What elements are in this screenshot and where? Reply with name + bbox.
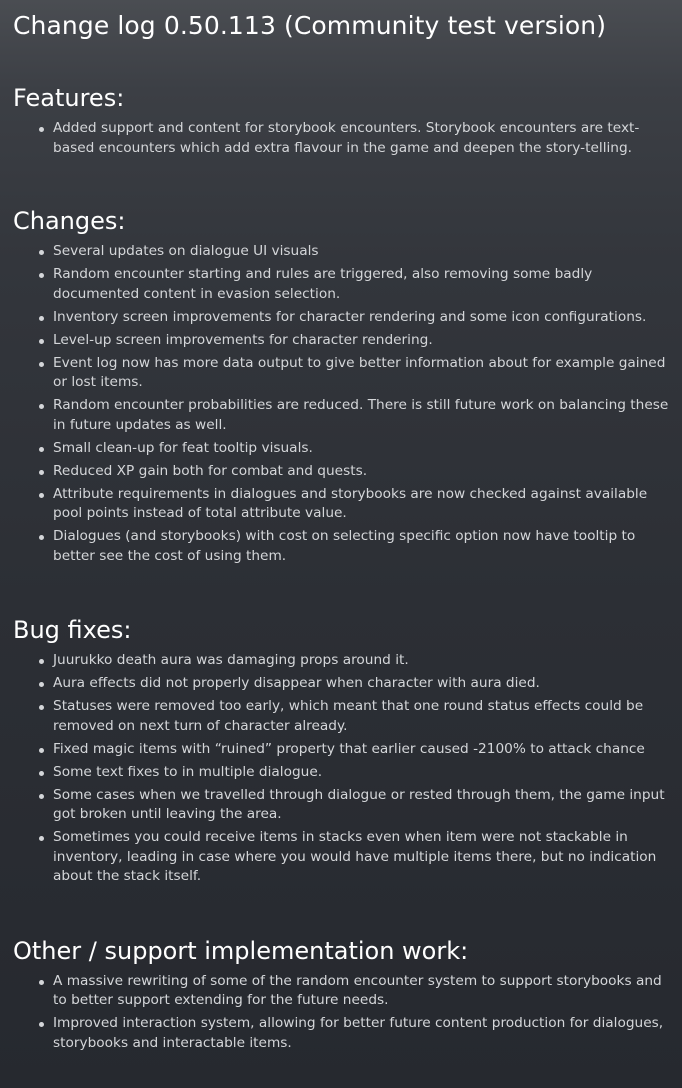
list-item: Juurukko death aura was damaging props around it. — [53, 651, 669, 671]
list-item: Statuses were removed too early, which meant that one round status effects could be removed on next turn of character already. — [53, 697, 669, 736]
other-section — [13, 936, 669, 1054]
list-item: Random encounter starting and rules are triggered, also removing some badly documented content in evasion selection. — [53, 265, 669, 304]
list-item: Fixed magic items with “ruined” property that earlier caused -2100% to attack chance — [53, 740, 669, 760]
bugfixes-heading: Bug fixes: — [13, 616, 132, 644]
changes-heading: Changes: — [13, 207, 126, 235]
list-item: Event log now has more data output to give better information about for example gained or lost items. — [53, 354, 669, 393]
list-item: Attribute requirements in dialogues and storybooks are now checked against available pool points instead of total attribute value. — [53, 485, 669, 524]
list-item: Inventory screen improvements for character rendering and some icon configurations. — [53, 308, 669, 328]
list-item: Several updates on dialogue UI visuals — [53, 242, 669, 262]
list-item: Aura effects did not properly disappear when character with aura died. — [53, 674, 669, 694]
list-item: Some cases when we travelled through dialogue or rested through them, the game input got broken until leaving the area. — [53, 786, 669, 825]
other-heading: Other / support implementation work: — [13, 936, 469, 965]
list-item: Some text fixes to in multiple dialogue. — [53, 763, 669, 783]
changes-section — [13, 206, 669, 566]
list-item: Level-up screen improvements for character rendering. — [53, 331, 669, 351]
bugfixes-list — [13, 651, 669, 887]
list-item: Sometimes you could receive items in stacks even when item were not stackable in inventory, leading in case where you would have multiple items there, but no indication about the stack itself. — [53, 828, 669, 887]
list-item: Small clean-up for feat tooltip visuals. — [53, 439, 669, 459]
list-item: A massive rewriting of some of the random encounter system to support storybooks and to better support extending for the future needs. — [53, 972, 669, 1011]
other-list — [13, 972, 669, 1054]
list-item: Dialogues (and storybooks) with cost on selecting specific option now have tooltip to better see the cost of using them. — [53, 527, 669, 566]
bugfixes-section — [13, 615, 669, 887]
features-section — [13, 83, 669, 158]
features-list — [13, 119, 669, 158]
features-heading: Features: — [13, 84, 125, 112]
changes-list — [13, 242, 669, 566]
list-item: Improved interaction system, allowing for better future content production for dialogues, storybooks and interactable items. — [53, 1014, 669, 1053]
page-title: Change log 0.50.113 (Community test version) — [13, 11, 607, 40]
list-item: Added support and content for storybook encounters. Storybook encounters are text-based encounters which add extra flavour in the game and deepen the story-telling. — [53, 119, 669, 158]
list-item: Reduced XP gain both for combat and quests. — [53, 462, 669, 482]
list-item: Random encounter probabilities are reduced. There is still future work on balancing these in future updates as well. — [53, 396, 669, 435]
